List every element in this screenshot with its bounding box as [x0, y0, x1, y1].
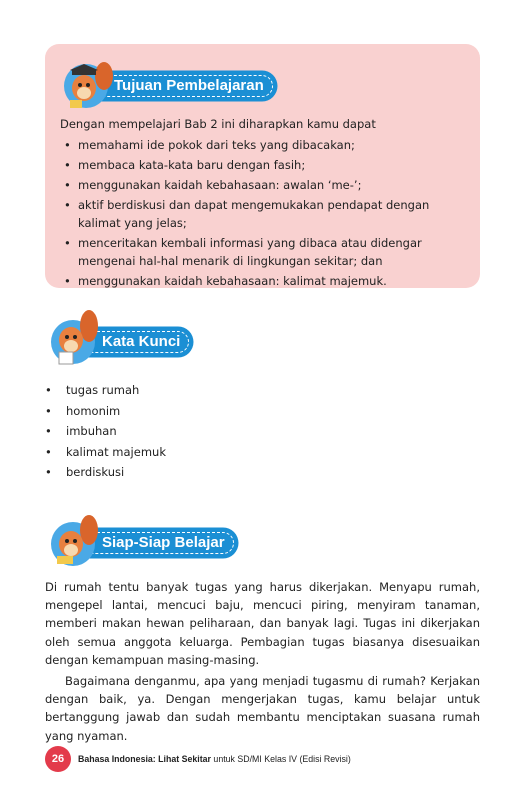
list-item: • tugas rumah: [45, 380, 166, 401]
list-item: • kalimat majemuk: [45, 442, 166, 463]
squirrel-mascot-icon: [45, 512, 101, 570]
book-subtitle: untuk SD/MI Kelas IV (Edisi Revisi): [210, 754, 351, 764]
list-item: • menggunakan kaidah kebahasaan: awalan ‘me-’;: [60, 176, 464, 194]
book-title: Bahasa Indonesia: Lihat Sekitar: [78, 754, 211, 764]
list-item: • menggunakan kaidah kebahasaan: kalimat majemuk.: [60, 272, 464, 290]
keywords-list: [45, 380, 166, 483]
prep-paragraph-1: Di rumah tentu banyak tugas yang harus dikerjakan. Menyapu rumah, mengepel lantai, mencuci baju, mencuci piring, menyiram tanaman, memberi makan hewan peliharaan, dan banyak lagi. Tugas ini dikerjakan oleh semua anggota keluarga. Pembagian tugas biasanya disesuaikan dengan kemampuan masing-masing.: [45, 580, 480, 667]
list-item: • homonim: [45, 401, 166, 422]
prep-heading-label: Siap-Siap Belajar: [102, 534, 225, 551]
objectives-intro: Dengan mempelajari Bab 2 ini diharapkan kamu dapat: [60, 117, 376, 131]
squirrel-mascot-icon: [45, 306, 101, 368]
squirrel-mascot-icon: [60, 58, 116, 110]
list-item: • berdiskusi: [45, 462, 166, 483]
page-number-badge: 26: [45, 746, 71, 772]
page-footer: [45, 746, 351, 772]
objectives-heading-label: Tujuan Pembelajaran: [114, 77, 264, 94]
list-item: • menceritakan kembali informasi yang dibaca atau didengar mengenai hal-hal menarik di lingkungan sekitar; dan: [60, 234, 464, 270]
keywords-heading-label: Kata Kunci: [102, 333, 181, 350]
objectives-list: [60, 136, 464, 292]
prep-paragraph-2: Bagaimana denganmu, apa yang menjadi tugasmu di rumah? Kerjakan dengan baik, ya. Dengan mengerjakan tugas, kamu belajar untuk bertanggung jawab dan sudah membantu menciptakan suasana rumah yang nyaman.: [45, 674, 480, 743]
list-item: • imbuhan: [45, 421, 166, 442]
list-item: • memahami ide pokok dari teks yang dibacakan;: [60, 136, 464, 154]
list-item: • aktif berdiskusi dan dapat mengemukakan pendapat dengan kalimat yang jelas;: [60, 196, 464, 232]
list-item: • membaca kata-kata baru dengan fasih;: [60, 156, 464, 174]
